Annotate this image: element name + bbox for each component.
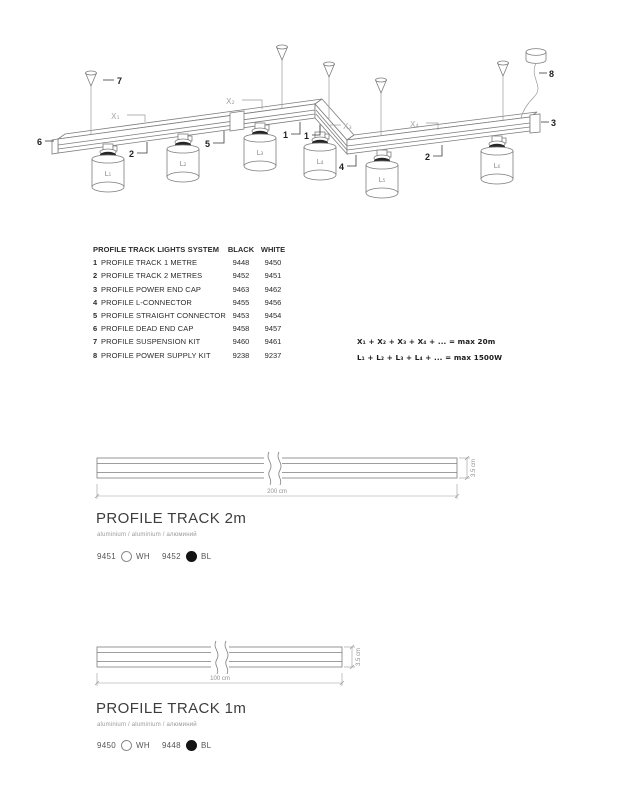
table-row: [93, 349, 293, 362]
section-title-1m: PROFILE TRACK 1m: [96, 700, 247, 717]
track-run-b: [347, 112, 540, 154]
white-swatch-icon: [121, 740, 132, 751]
table-row: [93, 283, 293, 296]
code-white: 9237: [264, 350, 282, 360]
table-row: [93, 269, 293, 282]
row-number: 5: [93, 311, 98, 321]
callout-5: 5: [205, 139, 211, 149]
code-white: 9454: [264, 311, 282, 321]
light-label: L₅: [378, 176, 386, 184]
product-name: PROFILE POWER END CAP: [101, 284, 202, 294]
power-end-cap-drawing: [530, 114, 540, 133]
callout-3: 3: [551, 118, 557, 128]
black-swatch-icon: [186, 740, 197, 751]
table-header-row: [93, 243, 293, 256]
row-number: 7: [93, 337, 98, 347]
code-black: 9455: [232, 297, 250, 307]
power-supply-kit-drawing: [521, 49, 546, 118]
table-row: [93, 256, 293, 269]
code-white: 9451: [264, 271, 282, 281]
code-wh-1m: 9450: [97, 741, 116, 750]
x2-label: X₂: [226, 97, 235, 106]
code-white: 9457: [264, 324, 282, 334]
table-row: [93, 322, 293, 335]
row-number: 2: [93, 271, 98, 281]
code-white: 9456: [264, 297, 282, 307]
code-black: 9453: [232, 311, 250, 321]
track-1m-dimension-drawing: [90, 637, 390, 697]
height-dim-label: 3.5 cm: [356, 647, 362, 667]
product-name: PROFILE TRACK 2 METRES: [101, 271, 203, 281]
code-bl-2m: 9452: [161, 552, 181, 561]
label-bl-2m: BL: [200, 552, 212, 561]
table-row: [93, 309, 293, 322]
label-bl-1m: BL: [200, 741, 212, 750]
suspension-cone-icon: [277, 45, 288, 108]
light-label: L₁: [104, 170, 112, 178]
code-white: 9462: [264, 284, 282, 294]
height-dimension: [459, 456, 477, 480]
x3-label: X₃: [343, 122, 352, 131]
row-number: 8: [93, 350, 98, 360]
code-white: 9461: [264, 337, 282, 347]
x1-label: X₁: [111, 112, 120, 121]
row-number: 3: [93, 284, 98, 294]
white-swatch-icon: [121, 551, 132, 562]
table-row: [93, 296, 293, 309]
light-label: L₄: [316, 158, 324, 166]
callout-1: 1: [283, 130, 289, 140]
code-black: 9463: [232, 284, 250, 294]
code-bl-1m: 9448: [161, 741, 181, 750]
row-number: 1: [93, 258, 98, 268]
length-dim-label: 200 cm: [267, 489, 287, 495]
code-black: 9448: [232, 258, 250, 268]
max-length-formula: X₁ + X₂ + X₃ + X₄ + ... = max 20m: [357, 337, 496, 346]
suspension-cone-icon: [86, 71, 97, 134]
callout-1: 1: [304, 131, 310, 141]
length-dimension: [95, 673, 344, 686]
spotlight-drawing: [366, 150, 398, 198]
black-swatch-icon: [186, 551, 197, 562]
code-wh-2m: 9451: [97, 552, 116, 561]
suspension-cone-icon: [376, 78, 387, 136]
section-title-2m: PROFILE TRACK 2m: [96, 510, 247, 527]
callout-6: 6: [37, 137, 43, 147]
table-header-black: BLACK: [227, 245, 255, 254]
product-name: PROFILE L-CONNECTOR: [101, 297, 192, 307]
suspension-cone-icon: [498, 61, 509, 120]
x4-label: X₄: [410, 120, 419, 129]
height-dim-label: 3.5 cm: [471, 458, 477, 478]
materials-2m: aluminium / aluminium / алюминий: [97, 532, 197, 538]
length-dim-label: 100 cm: [210, 676, 230, 682]
spotlight-drawing: [481, 136, 513, 184]
code-black: 9238: [232, 350, 250, 360]
label-wh-1m: WH: [136, 741, 150, 750]
callout-2: 2: [425, 152, 431, 162]
product-name: PROFILE DEAD END CAP: [101, 324, 194, 334]
callout-7: 7: [117, 76, 123, 86]
product-name: PROFILE STRAIGHT CONNECTOR: [101, 311, 226, 321]
table-header-white: WHITE: [260, 245, 286, 254]
product-name: PROFILE SUSPENSION KIT: [101, 337, 201, 347]
max-power-formula: L₁ + L₂ + L₃ + L₄ + ... = max 1500W: [357, 352, 503, 362]
light-label: L₂: [179, 160, 187, 168]
materials-1m: aluminium / aluminium / алюминий: [97, 722, 197, 728]
straight-connector-drawing: [230, 111, 244, 131]
light-label: L₆: [493, 162, 501, 170]
codes-1m: [97, 740, 211, 751]
callout-8: 8: [549, 69, 555, 79]
codes-2m: [97, 551, 211, 562]
track-2m-dimension-drawing: [90, 444, 500, 508]
callout-2: 2: [129, 149, 135, 159]
code-black: 9460: [232, 337, 250, 347]
product-name: PROFILE TRACK 1 METRE: [101, 258, 198, 268]
system-limits: [357, 334, 502, 365]
spotlight-drawing: [92, 144, 124, 192]
light-label: L₃: [256, 149, 264, 157]
height-dimension: [344, 645, 362, 669]
table-header-name: PROFILE TRACK LIGHTS SYSTEM: [93, 245, 220, 254]
spotlight-drawing: [167, 134, 199, 182]
code-black: 9452: [232, 271, 250, 281]
code-white: 9450: [264, 258, 282, 268]
product-name: PROFILE POWER SUPPLY KIT: [101, 350, 211, 360]
callout-4: 4: [339, 162, 345, 172]
spotlight-drawing: [244, 123, 276, 171]
product-table: [93, 243, 293, 362]
row-number: 6: [93, 324, 98, 334]
row-number: 4: [93, 297, 98, 307]
code-black: 9458: [232, 324, 250, 334]
length-dimension: [95, 484, 459, 499]
table-row: [93, 335, 293, 348]
track-system-diagram: [0, 0, 622, 235]
label-wh-2m: WH: [136, 552, 150, 561]
